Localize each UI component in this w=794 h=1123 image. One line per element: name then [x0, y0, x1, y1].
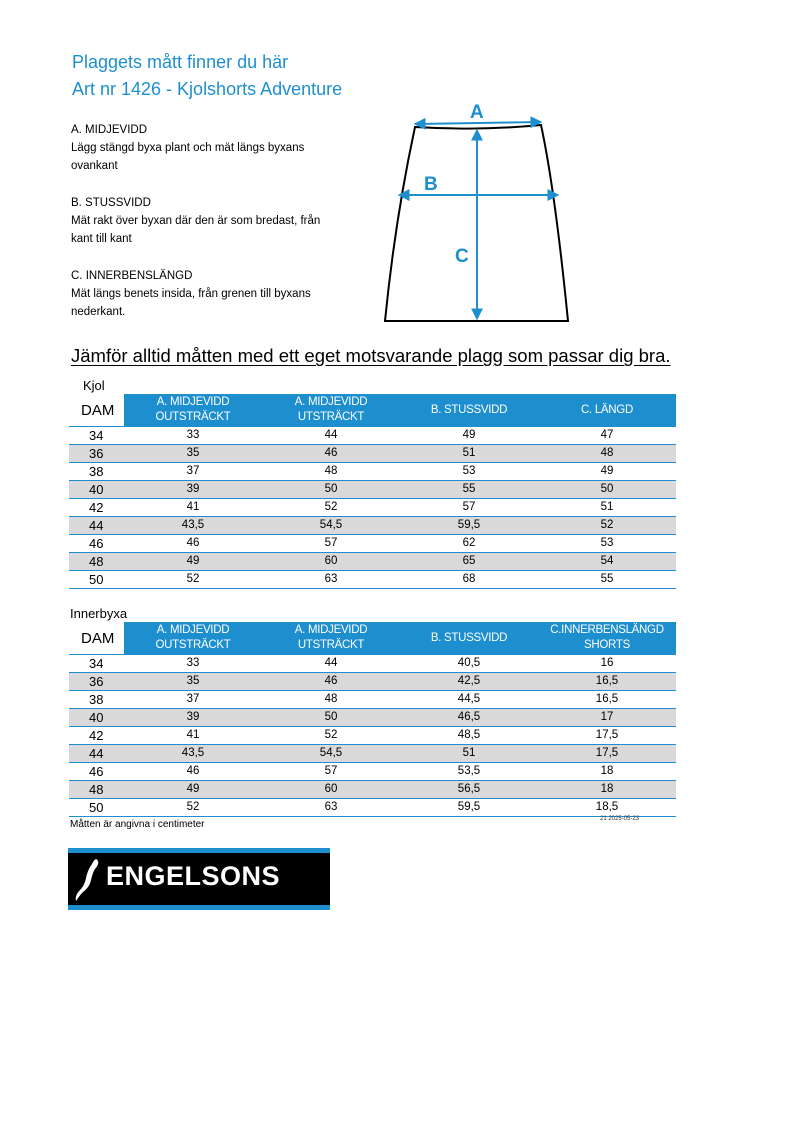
column-header — [400, 622, 538, 655]
measure-cell: 63 — [262, 571, 400, 589]
instruction-c — [71, 267, 341, 321]
size-cell: 42 — [69, 727, 124, 745]
size-cell: 46 — [69, 535, 124, 553]
measure-cell: 52 — [262, 499, 400, 517]
measure-cell: 17,5 — [538, 727, 676, 745]
measure-cell: 51 — [538, 499, 676, 517]
product-title: Art nr 1426 - Kjolshorts Adventure — [72, 79, 343, 99]
column-header-line: A. MIDJEVIDD — [156, 624, 230, 637]
instruction-heading: A. MIDJEVIDD — [71, 124, 148, 136]
measure-cell: 43,5 — [124, 517, 262, 535]
measure-cell: 49 — [400, 427, 538, 445]
table-row — [69, 673, 676, 691]
instruction-heading: C. INNERBENSLÄNGD — [71, 270, 193, 282]
column-header-line: UTSTRÄCKT — [297, 411, 365, 424]
engelsons-logo — [68, 848, 330, 910]
innerbyxa-table-label: Innerbyxa — [70, 606, 128, 621]
measure-cell: 60 — [262, 781, 400, 799]
table-row — [69, 799, 676, 817]
instruction-text: Lägg stängd byxa plant och mät längs byxans ovankant — [71, 142, 305, 172]
size-cell: 48 — [69, 781, 124, 799]
size-cell: 34 — [69, 427, 124, 445]
size-cell: 44 — [69, 517, 124, 535]
label-b: B — [424, 174, 438, 195]
size-cell: 38 — [69, 691, 124, 709]
measure-cell: 37 — [124, 691, 262, 709]
table-row — [69, 571, 676, 589]
measure-cell: 43,5 — [124, 745, 262, 763]
skirt-measurement-diagram — [375, 98, 585, 328]
measure-cell: 48 — [538, 445, 676, 463]
table-row — [69, 553, 676, 571]
column-header-line: OUTSTRÄCKT — [155, 411, 231, 424]
table-row — [69, 709, 676, 727]
measure-cell: 46 — [262, 445, 400, 463]
table-row — [69, 763, 676, 781]
measure-cell: 37 — [124, 463, 262, 481]
measure-cell: 47 — [538, 427, 676, 445]
measure-cell: 51 — [400, 445, 538, 463]
measure-cell: 59,5 — [400, 799, 538, 817]
size-cell: 34 — [69, 655, 124, 673]
measure-cell: 53 — [538, 535, 676, 553]
instruction-heading: B. STUSSVIDD — [71, 197, 151, 209]
column-header — [262, 622, 400, 655]
label-c: C — [455, 246, 469, 267]
column-header-line: A. MIDJEVIDD — [294, 624, 368, 637]
measure-cell: 16 — [538, 655, 676, 673]
measure-cell: 54,5 — [262, 517, 400, 535]
page-title: Plaggets mått finner du här — [72, 52, 289, 72]
measure-cell: 42,5 — [400, 673, 538, 691]
measure-cell: 16,5 — [538, 691, 676, 709]
measure-cell: 57 — [400, 499, 538, 517]
measure-cell: 55 — [538, 571, 676, 589]
kjol-table-label: Kjol — [83, 378, 105, 393]
measure-cell: 59,5 — [400, 517, 538, 535]
column-header — [124, 394, 262, 427]
measure-cell: 48 — [262, 691, 400, 709]
size-cell: 46 — [69, 763, 124, 781]
measure-cell: 46 — [124, 535, 262, 553]
kjol-size-table — [69, 394, 676, 589]
instruction-text: Mät rakt över byxan där den är som bredast, från kant till kant — [71, 215, 321, 245]
measure-cell: 63 — [262, 799, 400, 817]
instruction-a — [71, 121, 341, 175]
size-cell: 42 — [69, 499, 124, 517]
measure-cell: 55 — [400, 481, 538, 499]
column-header — [538, 622, 676, 655]
table-row — [69, 745, 676, 763]
measure-cell: 54 — [538, 553, 676, 571]
column-header-line: UTSTRÄCKT — [297, 639, 365, 652]
size-cell: 36 — [69, 445, 124, 463]
measure-cell: 17,5 — [538, 745, 676, 763]
size-cell: 50 — [69, 799, 124, 817]
table-row — [69, 535, 676, 553]
measure-cell: 50 — [262, 709, 400, 727]
measure-cell: 33 — [124, 655, 262, 673]
column-header — [538, 394, 676, 427]
column-header — [400, 394, 538, 427]
table-row — [69, 481, 676, 499]
measure-cell: 65 — [400, 553, 538, 571]
measure-cell: 41 — [124, 499, 262, 517]
table-row — [69, 445, 676, 463]
measure-cell: 44 — [262, 655, 400, 673]
column-header-dam: DAM — [69, 394, 124, 427]
measure-cell: 18 — [538, 781, 676, 799]
instruction-text: Mät längs benets insida, från grenen till byxans nederkant. — [71, 288, 311, 318]
measure-cell: 50 — [538, 481, 676, 499]
measure-cell: 41 — [124, 727, 262, 745]
size-cell: 38 — [69, 463, 124, 481]
column-header-line: A. MIDJEVIDD — [156, 396, 230, 409]
table-row — [69, 781, 676, 799]
table-row — [69, 727, 676, 745]
measure-cell: 48 — [262, 463, 400, 481]
measure-cell: 33 — [124, 427, 262, 445]
measure-cell: 62 — [400, 535, 538, 553]
measure-cell: 18,5 — [538, 799, 676, 817]
column-header-dam: DAM — [69, 622, 124, 655]
measure-cell: 57 — [262, 763, 400, 781]
table-row — [69, 691, 676, 709]
column-header-line: B. STUSSVIDD — [430, 403, 508, 416]
size-cell: 50 — [69, 571, 124, 589]
measure-cell: 16,5 — [538, 673, 676, 691]
document-code: 21 2025-05-23 — [600, 816, 640, 822]
table-row — [69, 517, 676, 535]
measure-cell: 17 — [538, 709, 676, 727]
measure-cell: 39 — [124, 709, 262, 727]
instruction-b — [71, 194, 341, 248]
column-header-line: B. STUSSVIDD — [430, 631, 508, 644]
column-header — [124, 622, 262, 655]
sweden-map-icon — [74, 857, 104, 903]
measure-cell: 51 — [400, 745, 538, 763]
size-cell: 40 — [69, 709, 124, 727]
measure-cell: 35 — [124, 673, 262, 691]
size-cell: 36 — [69, 673, 124, 691]
innerbyxa-size-table — [69, 622, 676, 817]
measure-cell: 52 — [124, 571, 262, 589]
table-row — [69, 463, 676, 481]
measure-cell: 57 — [262, 535, 400, 553]
measure-cell: 40,5 — [400, 655, 538, 673]
measure-cell: 44 — [262, 427, 400, 445]
measure-cell: 18 — [538, 763, 676, 781]
compare-note: Jämför alltid måtten med ett eget motsvarande plagg som passar dig bra. — [71, 345, 671, 366]
table-row — [69, 499, 676, 517]
measure-cell: 52 — [124, 799, 262, 817]
column-header-line: C.INNERBENSLÄNGD — [550, 624, 664, 637]
column-header-line: OUTSTRÄCKT — [155, 639, 231, 652]
size-cell: 48 — [69, 553, 124, 571]
label-a: A — [470, 102, 484, 123]
table-row — [69, 427, 676, 445]
measure-cell: 54,5 — [262, 745, 400, 763]
measure-cell: 44,5 — [400, 691, 538, 709]
measure-cell: 52 — [538, 517, 676, 535]
column-header-line: C. LÄNGD — [581, 403, 633, 416]
measure-cell: 49 — [538, 463, 676, 481]
measure-cell: 48,5 — [400, 727, 538, 745]
unit-note: Måtten är angivna i centimeter — [70, 819, 205, 830]
column-header — [262, 394, 400, 427]
measure-cell: 68 — [400, 571, 538, 589]
measure-cell: 53,5 — [400, 763, 538, 781]
column-header-line: SHORTS — [584, 639, 630, 652]
measure-cell: 56,5 — [400, 781, 538, 799]
size-cell: 40 — [69, 481, 124, 499]
measure-cell: 49 — [124, 553, 262, 571]
measure-cell: 53 — [400, 463, 538, 481]
measure-cell: 35 — [124, 445, 262, 463]
size-cell: 44 — [69, 745, 124, 763]
measure-cell: 46 — [124, 763, 262, 781]
logo-wordmark: ENGELSONS — [106, 861, 281, 891]
measure-cell: 46 — [262, 673, 400, 691]
measure-cell: 46,5 — [400, 709, 538, 727]
column-header-line: A. MIDJEVIDD — [294, 396, 368, 409]
measure-cell: 39 — [124, 481, 262, 499]
measure-cell: 60 — [262, 553, 400, 571]
table-row — [69, 655, 676, 673]
measure-cell: 50 — [262, 481, 400, 499]
measure-cell: 52 — [262, 727, 400, 745]
measure-cell: 49 — [124, 781, 262, 799]
